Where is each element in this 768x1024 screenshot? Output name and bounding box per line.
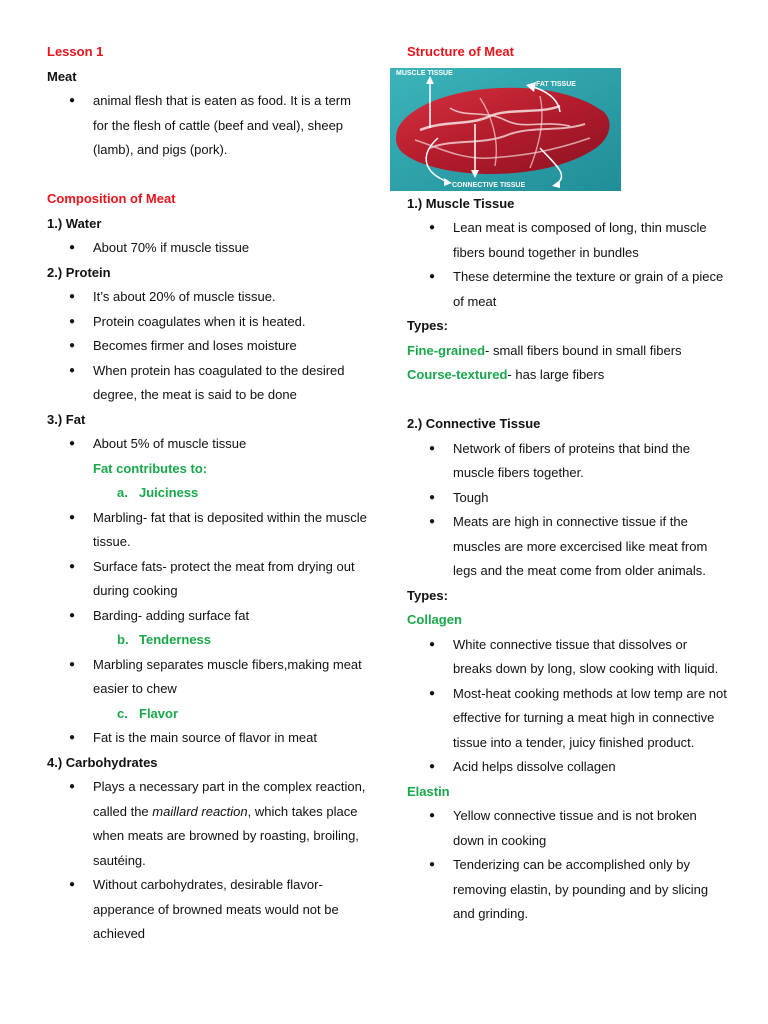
- list-item: ● These determine the texture or grain of a piece of meat: [407, 265, 727, 314]
- list-item: ● About 5% of muscle tissue: [47, 432, 367, 457]
- water-list: [47, 236, 367, 261]
- list-item: ● Marbling- fat that is deposited within the muscle tissue.: [47, 506, 367, 555]
- flavor-list: [47, 726, 367, 751]
- list-item: ● Protein coagulates when it is heated.: [47, 310, 367, 335]
- muscle-tissue-label: MUSCLE TISSUE: [396, 69, 453, 77]
- carbs-text-1b: , which takes place when meats are browned by roasting, broiling, sautéing.: [93, 803, 359, 868]
- lesson-label: Lesson 1: [47, 44, 104, 59]
- fat-title: 3.) Fat: [47, 411, 86, 427]
- elastin-heading: Elastin: [407, 783, 450, 799]
- juiciness-list: [47, 506, 367, 629]
- meat-definition-list: [47, 89, 367, 163]
- muscle-types-label: Types:: [407, 318, 448, 333]
- connective-list: [407, 437, 727, 584]
- collagen-heading: Collagen: [407, 612, 462, 627]
- list-item: ● Barding- adding surface fat: [47, 604, 367, 629]
- fat-contributes-label: Fat contributes to:: [93, 460, 208, 476]
- list-item: ● Surface fats- protect the meat from drying out during cooking: [47, 555, 367, 604]
- list-item: ● White connective tissue that dissolves or breaks down by long, slow cooking with liquid.: [407, 633, 727, 682]
- structure-title: Structure of Meat: [407, 44, 514, 59]
- list-item: ● Marbling separates muscle fibers,making meat easier to chew: [47, 653, 367, 702]
- juiciness-text: Juiciness: [139, 485, 199, 500]
- meat-definition: ● animal flesh that is eaten as food. It is a term for the flesh of cattle (beef and veal), sheep (lamb), and pigs (pork).: [47, 89, 367, 163]
- meat-title: Meat: [47, 68, 77, 84]
- composition-title: Composition of Meat: [47, 191, 176, 206]
- list-item: [47, 775, 367, 873]
- muscle-list: [407, 216, 727, 314]
- connective-types-label: Types:: [407, 587, 448, 603]
- carbs-title: 4.) Carbohydrates: [47, 754, 158, 770]
- flavor-heading: [47, 702, 367, 727]
- course-textured-text: - has large fibers: [507, 367, 605, 382]
- tenderness-heading: [47, 628, 367, 653]
- elastin-list: [407, 804, 727, 927]
- water-title: 1.) Water: [47, 215, 102, 231]
- fine-grained-text: - small fibers bound in small fibers: [485, 342, 682, 358]
- maillard-term: maillard reaction: [152, 803, 248, 819]
- tenderness-letter: b.: [117, 632, 129, 647]
- list-item: ● Acid helps dissolve collagen: [407, 755, 727, 780]
- list-item: ● Most-heat cooking methods at low temp are not effective for turning a meat high in connective tissue into a tender, juicy finished product.: [407, 682, 727, 756]
- fine-grained-term: Fine-grained: [407, 342, 486, 358]
- fine-grained-line: [407, 339, 727, 364]
- protein-title: 2.) Protein: [47, 264, 111, 280]
- flavor-letter: c.: [117, 705, 128, 721]
- list-item: ● Without carbohydrates, desirable flavor-apperance of browned meats would not be achieved: [47, 873, 367, 947]
- list-item: ● Network of fibers of proteins that bind the muscle fibers together.: [407, 437, 727, 486]
- protein-list: [47, 285, 367, 408]
- carbs-text-1a: Plays a necessary part in the complex reaction, called the: [93, 779, 366, 819]
- juiciness-letter: a.: [117, 485, 128, 500]
- list-item: ● It’s about 20% of muscle tissue.: [47, 285, 367, 310]
- list-item: ● Tough: [407, 486, 727, 511]
- carbs-list: [47, 775, 367, 947]
- list-item: ● Meats are high in connective tissue if the muscles are more excercised like meat from legs and the meat come from older animals.: [407, 510, 727, 584]
- tenderness-text: Tenderness: [139, 632, 212, 647]
- tenderness-list: [47, 653, 367, 702]
- connective-tissue-label: CONNECTIVE TISSUE: [452, 181, 526, 189]
- fat-tissue-label: FAT TISSUE: [536, 80, 576, 88]
- course-textured-term: Course-textured: [407, 367, 508, 382]
- muscle-title: 1.) Muscle Tissue: [407, 195, 515, 211]
- list-item: ● Tenderizing can be accomplished only by removing elastin, by pounding and by slicing and grinding.: [407, 853, 727, 927]
- connective-title: 2.) Connective Tissue: [407, 416, 541, 431]
- list-item: ● Yellow connective tissue and is not broken down in cooking: [407, 804, 727, 853]
- right-column: [396, 40, 727, 927]
- course-textured-line: [407, 363, 727, 388]
- collagen-list: [407, 633, 727, 780]
- meat-illustration: [390, 68, 621, 191]
- meat-structure-image: [390, 68, 621, 191]
- list-item: ● Becomes firmer and loses moisture: [47, 334, 367, 359]
- list-item: ● About 70% if muscle tissue: [47, 236, 367, 261]
- list-item: ● Fat is the main source of flavor in meat: [47, 726, 367, 751]
- flavor-text: Flavor: [139, 705, 179, 721]
- list-item: ● Lean meat is composed of long, thin muscle fibers bound together in bundles: [407, 216, 727, 265]
- juiciness-heading: [47, 481, 367, 506]
- left-column: [47, 40, 367, 947]
- fat-list: [47, 432, 367, 457]
- list-item: ● When protein has coagulated to the desired degree, the meat is said to be done: [47, 359, 367, 408]
